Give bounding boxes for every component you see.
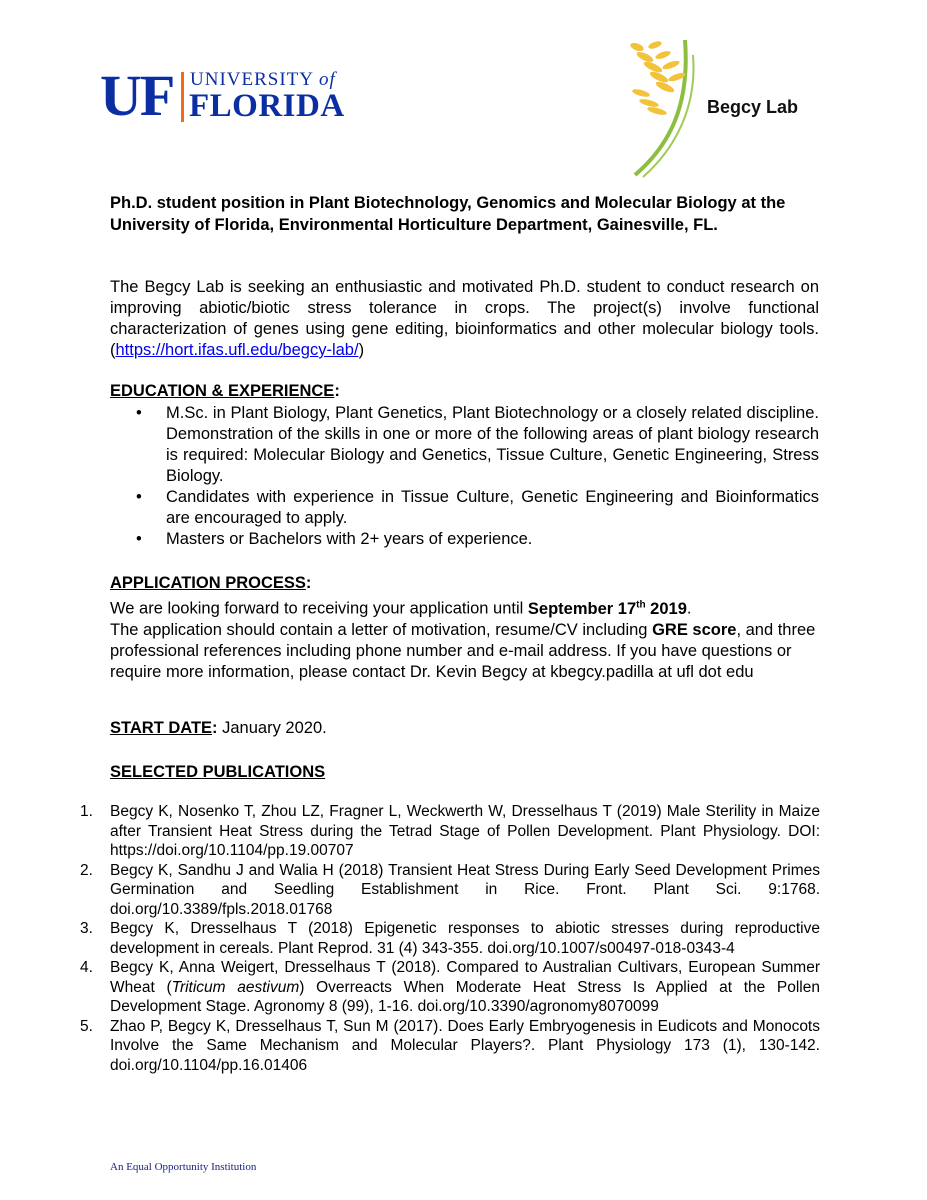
application-heading-colon: : <box>305 574 312 592</box>
deadline-date: September 17 <box>527 599 637 618</box>
list-item <box>110 529 819 550</box>
uf-logo-mark: UF <box>100 63 174 128</box>
uf-logo-of: of <box>319 69 336 90</box>
start-date-value: January 2020. <box>217 719 327 737</box>
publication-text: Begcy K, Dresselhaus T (2018) Epigenetic responses to abiotic stresses during reproductive development in cereals. Plant Reprod. 31 (4) 343-355. doi.org/10.1007/s00497-018-0343-4 <box>110 920 820 957</box>
gre-score-requirement: GRE score <box>652 620 737 639</box>
begcy-lab-logo <box>615 35 855 185</box>
bullet-icon: • <box>136 530 142 548</box>
publications-heading-label: SELECTED PUBLICATIONS <box>110 763 326 781</box>
publication-number: 5. <box>80 1017 93 1035</box>
species-name: Triticum aestivum <box>171 978 300 996</box>
publication-item <box>80 919 820 958</box>
publication-number: 1. <box>80 803 93 820</box>
publication-item <box>80 802 820 861</box>
application-line2: The application should contain a letter of motivation, resume/CV including <box>110 620 653 639</box>
application-text <box>110 594 822 683</box>
publication-text: Begcy K, Sandhu J and Walia H (2018) Transient Heat Stress During Early Seed Development Primes Germination and Seedling Establishment in Rice. Front. Plant Sci. 9:1768. doi.org/10.3389/fpls.2018.01768 <box>110 861 820 918</box>
education-heading-label: EDUCATION & EXPERIENCE <box>110 382 335 400</box>
publication-text: Begcy K, Nosenko T, Zhou LZ, Fragner L, Weckwerth W, Dresselhaus T (2019) Male Sterility in Maize after Transient Heat Stress during the Tetrad Stage of Pollen Development. Plant Physiology. DOI: https://doi.org/10.1104/pp.19.00707 <box>110 803 820 859</box>
publication-item <box>80 958 820 1017</box>
list-item-text: Candidates with experience in Tissue Culture, Genetic Engineering and Bioinformatics are encouraged to apply. <box>166 488 819 527</box>
publication-text: Zhao P, Begcy K, Dresselhaus T, Sun M (2017). Does Early Embryogenesis in Eudicots and Monocots Involve the Same Mechanism and Molecular Players?. Plant Physiology 173 (1), 130-142. doi.org/10.1104/pp.16.01406 <box>110 1017 820 1074</box>
uf-logo <box>100 63 380 128</box>
wheat-icon <box>615 35 715 185</box>
publication-number: 2. <box>80 861 93 879</box>
bullet-icon: • <box>136 404 142 422</box>
application-line1: We are looking forward to receiving your application until <box>110 599 528 618</box>
list-item <box>110 403 819 487</box>
deadline-suffix: th <box>636 599 646 610</box>
uf-logo-florida: FLORIDA <box>189 88 345 124</box>
bullet-icon: • <box>136 488 142 506</box>
education-heading <box>110 381 340 402</box>
begcy-lab-name: Begcy Lab <box>707 97 799 117</box>
intro-close: ) <box>358 341 365 359</box>
deadline-year: 2019 <box>645 599 687 618</box>
education-heading-colon: : <box>334 382 340 400</box>
position-title: Ph.D. student position in Plant Biotechnology, Genomics and Molecular Biology at the University of Florida, Environmental Horticulture Department, Gainesville, FL. <box>110 194 786 234</box>
application-heading-label: APPLICATION PROCESS <box>110 574 306 592</box>
education-list <box>110 403 819 550</box>
publication-number: 3. <box>80 920 93 937</box>
footer-text: An Equal Opportunity Institution <box>110 1161 257 1173</box>
list-item <box>110 487 819 529</box>
list-item-text: M.Sc. in Plant Biology, Plant Genetics, Plant Biotechnology or a closely related discipline. Demonstration of the skills in one or more of the following areas of plant biology research is required: Molecular Biology and Genetics, Tissue Culture, Genetic Engineering, Stress Biology. <box>166 404 819 485</box>
intro-paragraph <box>110 277 819 361</box>
start-date <box>110 718 327 739</box>
application-line1-end: . <box>686 599 692 618</box>
publication-text-cont: ) Overreacts When Moderate Heat Stress Is Applied at the Pollen Development Stage. Agronomy 8 (99), 1-16. doi.org/10.3390/agronomy8070099 <box>110 978 820 1015</box>
uf-logo-university-word: UNIVERSITY <box>190 69 314 90</box>
publications-heading <box>110 762 325 783</box>
application-deadline <box>528 600 687 618</box>
publication-text: Begcy K, Anna Weigert, Dresselhaus T (2018). Compared to Australian Cultivars, European Summer Wheat ( <box>110 959 820 996</box>
list-item-text: Masters or Bachelors with 2+ years of experience. <box>166 530 533 548</box>
uf-logo-divider <box>181 72 184 122</box>
publication-item <box>80 861 820 920</box>
publications-list <box>80 802 820 1075</box>
start-date-colon: : <box>212 719 218 737</box>
lab-website-link[interactable]: https://hort.ifas.ufl.edu/begcy-lab/ <box>115 341 359 359</box>
publication-number: 4. <box>80 959 93 976</box>
intro-text: The Begcy Lab is seeking an enthusiastic and motivated Ph.D. student to conduct research on improving abiotic/biotic stress tolerance in crops. The project(s) involve functional characterization of genes using gene editing, bioinformatics and other molecular biology tools. ( <box>110 278 819 359</box>
start-date-label: START DATE <box>110 719 213 737</box>
application-contact: , and three professional references including phone number and e-mail address. If you have questions or require more information, please contact Dr. Kevin Begcy at kbegcy.padilla at ufl dot edu <box>110 620 816 681</box>
application-heading <box>110 573 311 594</box>
uf-logo-university <box>190 70 336 90</box>
publication-item <box>80 1017 820 1076</box>
